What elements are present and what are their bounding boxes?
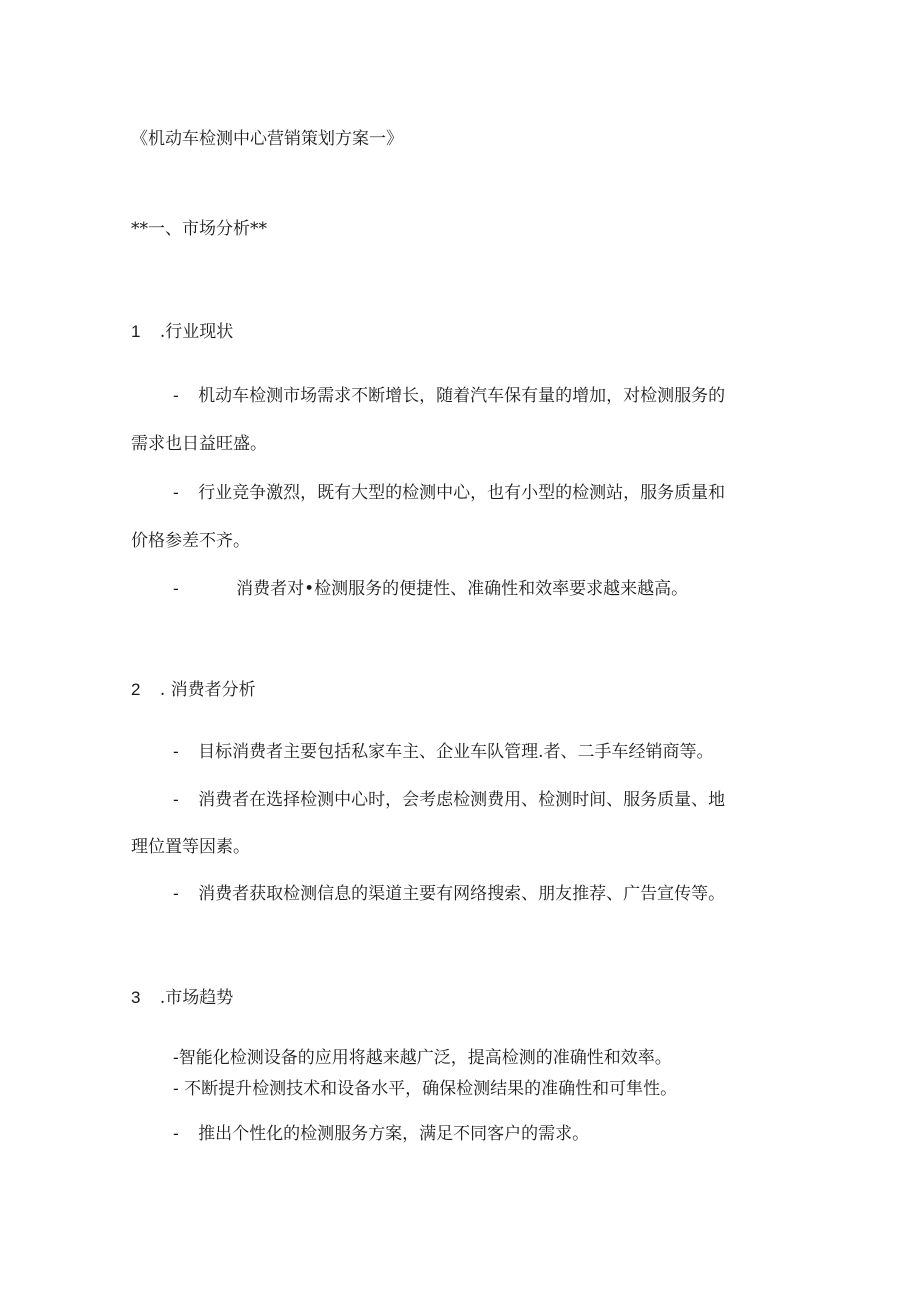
subsection-label: . 消费者分析: [159, 680, 256, 700]
list-dash: -: [173, 483, 179, 503]
list-item-text: 消费者对•检测服务的便捷性、准确性和效率要求越来越高。: [236, 579, 689, 599]
subsection-heading-market-trends: [131, 986, 233, 1010]
list-item-text: 推出个性化的检测服务方案，满足不同客户的需求。: [198, 1124, 590, 1144]
list-item: - 不断提升检测技术和设备水平，确保检测结果的准确性和可隼性。: [173, 1079, 678, 1099]
list-dash: -: [173, 579, 179, 599]
list-item-text: 消费者获取检测信息的渠道主要有网络搜索、朋友推荐、广告宣传等。: [198, 884, 726, 904]
list-item-continuation: 价格参差不齐。: [131, 531, 250, 551]
list-item: [173, 577, 688, 601]
list-item-text: 行业竞争激烈，既有大型的检测中心，也有小型的检测站，服务质量和: [198, 483, 726, 503]
list-item-text: 机动车检测市场需求不断增长，随着汽车保有量的增加，对检测服务的: [198, 386, 726, 406]
document-title: 《机动车检测中心营销策划方案一》: [131, 129, 403, 149]
list-item-continuation: 需求也日益旺盛。: [131, 434, 267, 454]
list-item-text: 目标消费者主要包括私家车主、企业车队管理.者、二手车经销商等。: [198, 742, 714, 762]
subsection-label: .市场趋势: [159, 988, 234, 1008]
list-dash: -: [173, 884, 179, 904]
list-item: [173, 384, 725, 408]
subsection-label: .行业现状: [159, 322, 234, 342]
list-dash: -: [173, 790, 179, 810]
list-item: [173, 740, 714, 764]
list-item: [173, 882, 725, 906]
list-item: [173, 481, 725, 505]
list-dash: -: [173, 742, 179, 762]
list-item: [173, 788, 725, 812]
subsection-number: 1: [131, 322, 141, 341]
list-item-continuation: 理位置等因素。: [131, 837, 250, 857]
list-item-text: 消费者在选择检测中心时，会考虑检测费用、检测时间、服务质量、地: [198, 790, 726, 810]
subsection-number: 2: [131, 680, 141, 699]
subsection-number: 3: [131, 988, 141, 1007]
subsection-heading-industry-status: [131, 320, 233, 344]
list-item: -智能化检测设备的应用将越来越广泛，提高检测的准确性和效率。: [173, 1048, 672, 1068]
subsection-heading-consumer-analysis: [131, 678, 256, 702]
list-dash: -: [173, 386, 179, 406]
list-dash: -: [173, 1124, 179, 1144]
section-heading-market-analysis: **一、市场分析**: [131, 219, 267, 239]
list-item: [173, 1122, 589, 1146]
